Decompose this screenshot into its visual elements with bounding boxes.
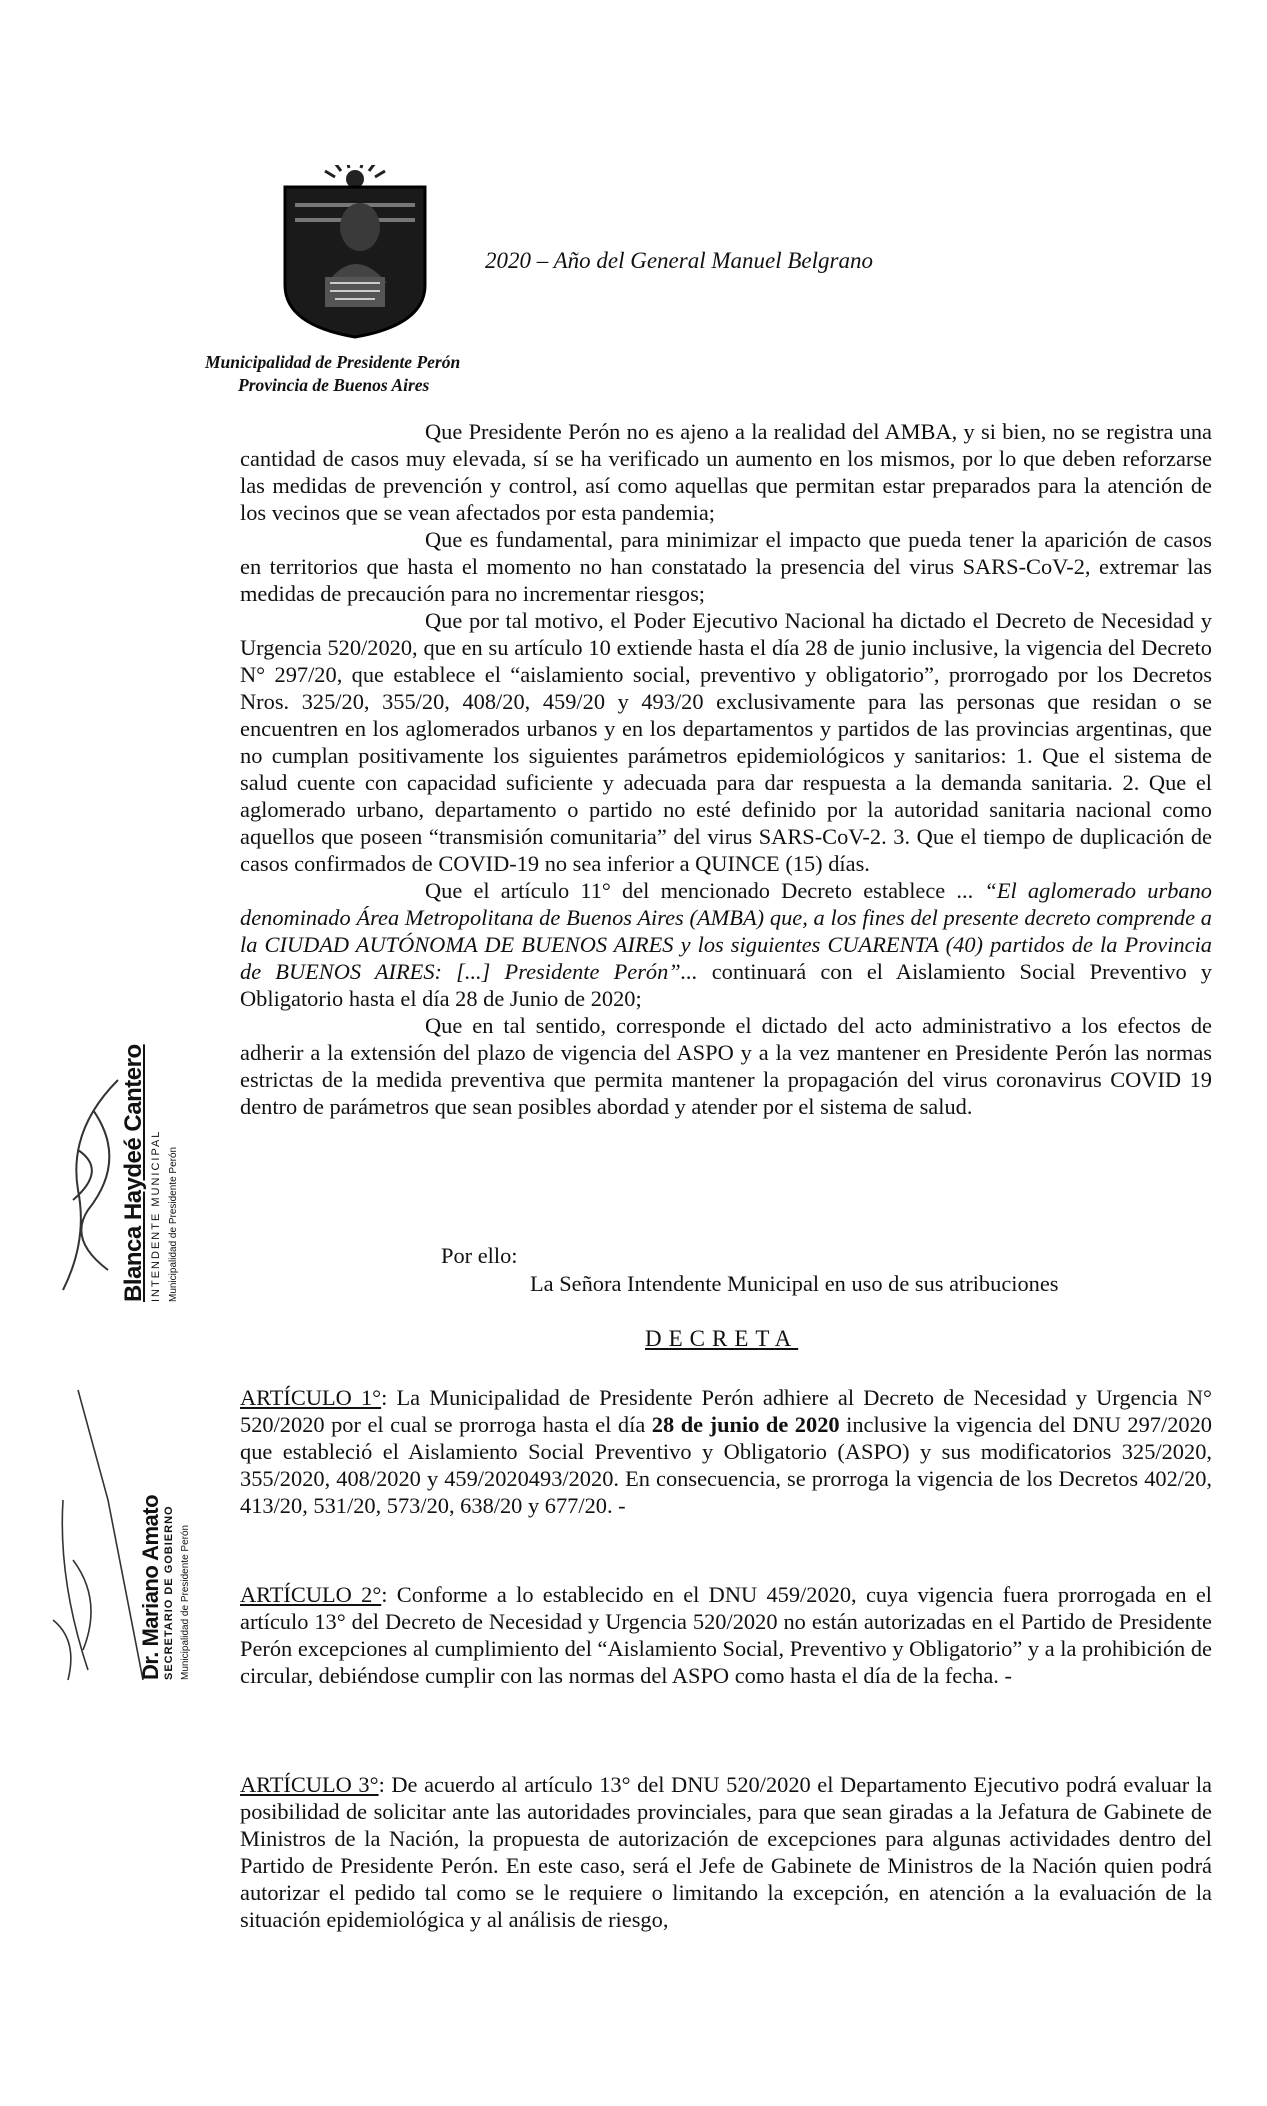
article-2-text: : Conforme a lo establecido en el DNU 459/2020, cuya vigencia fuera prorrogada en el artículo 13° del Decreto de Necesidad y Urgencia 520/2020 no están autorizadas en el Partido de Presidente Perón excepciones al cumplimiento del “Aislamiento Social, Preventivo y Obligatorio” y a la prohibición de circular, debiéndose cumplir con las normas del ASPO como hasta el día de la fecha. - — [240, 1582, 1212, 1688]
paragraph-sars-cov-2: Que es fundamental, para minimizar el impacto que pueda tener la aparición de casos en territorios que hasta el momento no han constatado la presencia del virus SARS-CoV-2, extremar las medidas de precaución para no incrementar riesgos; — [240, 527, 1212, 606]
year-motto: 2020 – Año del General Manuel Belgrano — [485, 248, 873, 273]
article-3-label: ARTÍCULO 3° — [240, 1772, 379, 1797]
intendente-role: INTENDENTE MUNICIPAL — [150, 1129, 162, 1302]
article-11-quote: “El aglomerado urbano denominado Área Metropolitana de Buenos Aires (AMBA) que, a los fines del presente decreto comprende a la CIUDAD AUTÓNOMA DE BUENOS AIRES y los siguientes CUARENTA (40) partidos de la Provincia de BUENOS AIRES: [...] Presidente Perón”... — [240, 878, 1212, 984]
article-11-tail: continuará con el Aislamiento Social Preventivo y Obligatorio hasta el día 28 de Junio de 2020; — [240, 959, 1212, 1011]
article-2 — [240, 1581, 1212, 1689]
article-11-lead: Que el artículo 11° del mencionado Decreto establece ... — [425, 878, 985, 903]
municipal-crest-logo — [275, 165, 435, 340]
article-2-label: ARTÍCULO 2° — [240, 1582, 382, 1607]
article-1-label: ARTÍCULO 1° — [240, 1385, 382, 1410]
considerandos-block — [240, 418, 1212, 1120]
article-1-text-a: : La Municipalidad de Presidente Perón adhiere al Decreto de Necesidad y Urgencia N° 520/2020 por el cual se prorroga hasta el día — [240, 1385, 1213, 1437]
sun-rays-icon — [325, 165, 385, 188]
secretario-name: Dr. Mariano Amato — [138, 1494, 163, 1680]
decreta-heading: DECRETA — [645, 1326, 799, 1351]
secretario-role: SECRETARIO DE GOBIERNO — [163, 1505, 175, 1680]
province-name: Provincia de Buenos Aires — [238, 375, 430, 395]
paragraph-adhesion: Que en tal sentido, corresponde el dictado del acto administrativo a los efectos de adherir a la extensión del plazo de vigencia del ASPO y a la vez mantener en Presidente Perón las normas estrictas de la medida preventiva que permita mantener la propagación del virus coronavirus COVID 19 dentro de parámetros que sean posibles abordad y atender por el sistema de salud. — [240, 1013, 1212, 1119]
por-ello: Por ello: — [441, 1243, 518, 1268]
intendente-org: Municipalidad de Presidente Perón — [168, 1146, 179, 1302]
intendente-name: Blanca Haydeé Cantero — [120, 1044, 147, 1302]
municipality-name: Municipalidad de Presidente Perón — [205, 352, 461, 372]
paragraph-dnu-520: Que por tal motivo, el Poder Ejecutivo Nacional ha dictado el Decreto de Necesidad y Urgencia 520/2020, que en su artículo 10 extiende hasta el día 28 de junio inclusive, la vigencia del Decreto N° 297/20, que establece el “aislamiento social, preventivo y obligatorio”, prorrogado por los Decretos Nros. 325/20, 355/20, 408/20, 459/20 y 493/20 exclusivamente para las personas que residan o se encuentren en los aglomerados urbanos y en los departamentos y partidos de las provincias argentinas, que no cumplan positivamente los siguientes parámetros epidemiológicos y sanitarios: 1. Que el sistema de salud cuente con capacidad suficiente y adecuada para dar respuesta a la demanda sanitaria. 2. Que el aglomerado urbano, departamento o partido no esté definido por la autoridad sanitaria nacional como aquellos que poseen “transmisión comunitaria” del virus SARS-CoV-2. 3. Que el tiempo de duplicación de casos confirmados de COVID-19 no sea inferior a QUINCE (15) días. — [240, 608, 1212, 876]
article-3 — [240, 1771, 1212, 1933]
intendente-attribution: La Señora Intendente Municipal en uso de sus atribuciones — [530, 1271, 1059, 1296]
article-1 — [240, 1384, 1212, 1519]
paragraph-amba: Que Presidente Perón no es ajeno a la realidad del AMBA, y si bien, no se registra una cantidad de casos muy elevada, sí se ha verificado un aumento en los mismos, por lo que deben reforzarse las medidas de prevención y control, así como aquellas que permitan estar preparados para la atención de los vecinos que se vean afectados por esta pandemia; — [240, 419, 1212, 525]
article-1-text-b: inclusive la vigencia del DNU 297/2020 que estableció el Aislamiento Social Preventivo y Obligatorio (ASPO) y sus modificatorios 325/2020, 355/2020, 408/2020 y 459/2020493/2020. En consecuencia, se prorroga la vigencia de los Decretos 402/20, 413/20, 531/20, 573/20, 638/20 y 677/20. - — [240, 1412, 1212, 1518]
secretario-org: Municipalidad de Presidente Perón — [180, 1524, 191, 1680]
intendente-signature-stamp — [48, 1040, 208, 1305]
paragraph-article-11 — [240, 877, 1212, 1012]
secretario-signature-stamp — [48, 1380, 208, 1690]
article-1-date: 28 de junio de 2020 — [651, 1412, 840, 1437]
article-3-text: : De acuerdo al artículo 13° del DNU 520/2020 el Departamento Ejecutivo podrá evaluar la posibilidad de solicitar ante las autoridades provinciales, para que sean giradas a la Jefatura de Gabinete de Ministros de la Nación, la propuesta de autorización de excepciones para algunas actividades dentro del Partido de Presidente Perón. En este caso, será el Jefe de Gabinete de Ministros de la Nación quien podrá autorizar el pedido tal como se le requiere o limitando la excepción, en atención a la evaluación de la situación epidemiológica y al análisis de riesgo, — [240, 1772, 1212, 1932]
